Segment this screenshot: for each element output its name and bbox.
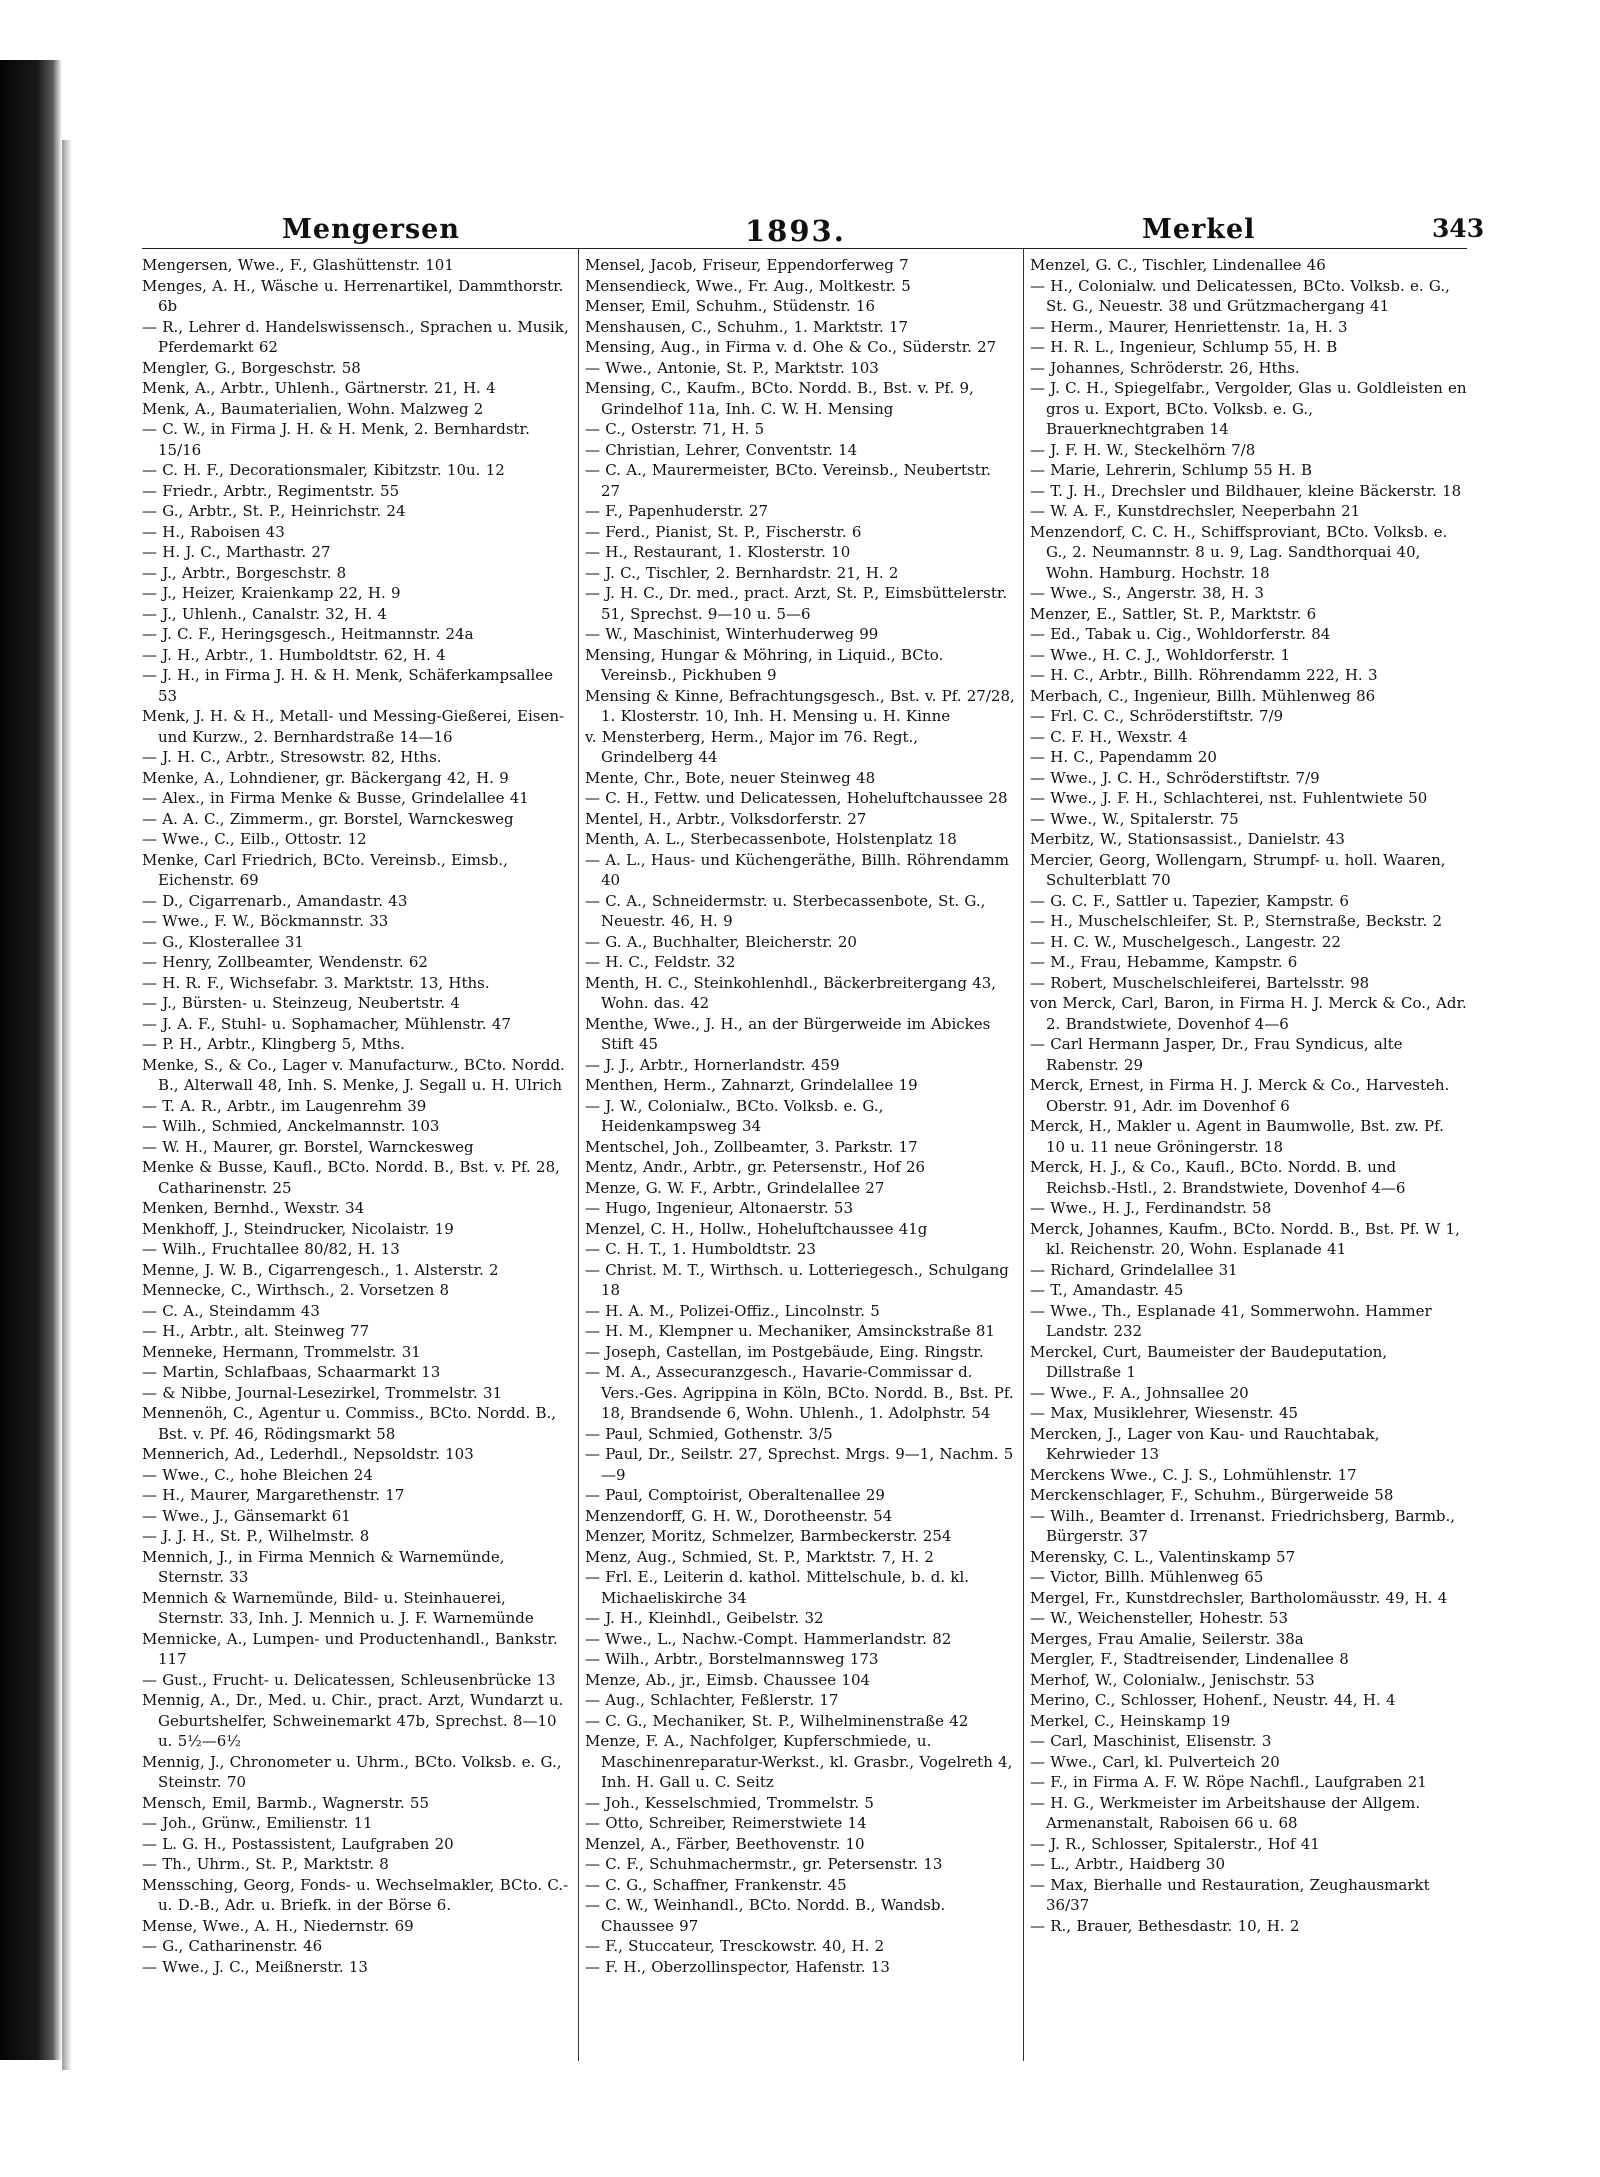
directory-entry: Mensel, Jacob, Friseur, Eppendorferweg 7 — [585, 256, 909, 274]
directory-entry: — F., Papenhuderstr. 27 — [585, 502, 768, 520]
directory-entry: Menzendorff, G. H. W., Dorotheenstr. 54 — [585, 1506, 893, 1525]
directory-entry: Menzer, Moritz, Schmelzer, Barmbeckerstr. 254 — [585, 1527, 952, 1545]
directory-column-1 — [142, 255, 572, 2060]
directory-entry: — T., Amandastr. 45 — [1030, 1281, 1184, 1299]
directory-entry: — Wilh., Beamter d. Irrenanst. Friedrichsberg, Barmb., Bürgerstr. 37 — [1030, 1506, 1456, 1545]
directory-entry: — C., Osterstr. 71, H. 5 — [585, 420, 765, 438]
directory-entry: Menzer, E., Sattler, St. P., Marktstr. 6 — [1030, 604, 1317, 623]
directory-entry: Mengersen, Wwe., F., Glashüttenstr. 101 — [142, 256, 454, 274]
directory-entry: — Max, Bierhalle und Restauration, Zeughausmarkt 36/37 — [1030, 1875, 1430, 1914]
directory-entry: Menke, Carl Friedrich, BCto. Vereinsb., Eimsb., Eichenstr. 69 — [142, 850, 508, 889]
directory-entry: — Wwe., L., Nachw.-Compt. Hammerlandstr. 82 — [585, 1629, 952, 1648]
directory-entry: Mennig, J., Chronometer u. Uhrm., BCto. Volksb. e. G., Steinstr. 70 — [142, 1752, 562, 1791]
directory-entry: — Wwe., Carl, kl. Pulverteich 20 — [1030, 1752, 1280, 1771]
directory-entry: — Wwe., C., hohe Bleichen 24 — [142, 1465, 373, 1484]
directory-entry: — Paul, Schmied, Gothenstr. 3/5 — [585, 1424, 833, 1443]
directory-entry: — Joh., Kesselschmied, Trommelstr. 5 — [585, 1793, 874, 1812]
directory-entry: — C. W., Weinhandl., BCto. Nordd. B., Wandsb. Chaussee 97 — [585, 1896, 946, 1935]
directory-entry: — Joh., Grünw., Emilienstr. 11 — [142, 1814, 373, 1832]
directory-entry: — Wwe., J., Gänsemarkt 61 — [142, 1506, 351, 1525]
directory-entry: — G., Klosterallee 31 — [142, 932, 304, 951]
directory-entry: — H. C., Feldstr. 32 — [585, 953, 736, 971]
directory-entry: — C. F. H., Wexstr. 4 — [1030, 727, 1188, 746]
directory-entry: — C. H. T., 1. Humboldtstr. 23 — [585, 1240, 816, 1258]
directory-entry: — W. H., Maurer, gr. Borstel, Warnckesweg — [142, 1137, 474, 1156]
directory-entry: Merbitz, W., Stationsassist., Danielstr. 43 — [1030, 830, 1345, 848]
directory-entry: Menke, A., Lohndiener, gr. Bäckergang 42, H. 9 — [142, 768, 509, 787]
directory-entry: — Wwe., H. C. J., Wohldorferstr. 1 — [1030, 645, 1291, 664]
directory-entry: — G., Catharinenstr. 46 — [142, 1937, 323, 1955]
directory-column-3 — [1030, 255, 1467, 2060]
directory-entry: Merck, H. J., & Co., Kaufl., BCto. Nordd. B. und Reichsb.-Hstl., 2. Brandstwiete, Dovenhof 4—6 — [1030, 1158, 1406, 1197]
directory-entry: Menze, G. W. F., Arbtr., Grindelallee 27 — [585, 1178, 885, 1197]
directory-entry: — Th., Uhrm., St. P., Marktstr. 8 — [142, 1855, 389, 1873]
directory-entry: — J. R., Schlosser, Spitalerstr., Hof 41 — [1030, 1834, 1320, 1853]
directory-entry: — T. J. H., Drechsler und Bildhauer, kleine Bäckerstr. 18 — [1030, 481, 1462, 500]
directory-entry: — W. A. F., Kunstdrechsler, Neeperbahn 21 — [1030, 502, 1361, 520]
directory-entry: — Carl, Maschinist, Elisenstr. 3 — [1030, 1732, 1272, 1750]
directory-entry: — C. A., Maurermeister, BCto. Vereinsb., Neubertstr. 27 — [585, 461, 992, 500]
directory-entry: — H., Raboisen 43 — [142, 522, 285, 541]
directory-entry: Mentschel, Joh., Zollbeamter, 3. Parkstr. 17 — [585, 1137, 918, 1156]
directory-entry: Menzel, C. H., Hollw., Hoheluftchaussee 41g — [585, 1219, 928, 1238]
directory-entry: Menz, Aug., Schmied, St. P., Marktstr. 7, H. 2 — [585, 1547, 934, 1566]
directory-entry: — F. H., Oberzollinspector, Hafenstr. 13 — [585, 1957, 890, 1976]
directory-entry: — M. A., Assecuranzgesch., Havarie-Commissar d. Vers.-Ges. Agrippina in Köln, BCto. Nordd. B., Bst. Pf. 18, Brandsende 6, Wohn. Uhlenh., 1. Adolphstr. 54 — [585, 1363, 1014, 1422]
directory-entry: — Friedr., Arbtr., Regimentstr. 55 — [142, 481, 400, 500]
directory-entry: — W., Maschinist, Winterhuderweg 99 — [585, 625, 879, 643]
running-head-left: Mengersen — [282, 214, 460, 245]
binding-shadow — [62, 140, 72, 2070]
directory-entry: von Merck, Carl, Baron, in Firma H. J. Merck & Co., Adr. 2. Brandstwiete, Dovenhof 4—6 — [1030, 994, 1467, 1033]
directory-entry: — R., Brauer, Bethesdastr. 10, H. 2 — [1030, 1916, 1300, 1935]
directory-entry: — J., Arbtr., Borgeschstr. 8 — [142, 563, 347, 582]
directory-entry: — J. H., Arbtr., 1. Humboldtstr. 62, H. 4 — [142, 645, 446, 664]
directory-entry: Mentz, Andr., Arbtr., gr. Petersenstr., Hof 26 — [585, 1158, 926, 1176]
directory-entry: Mercken, J., Lager von Kau- und Rauchtabak, Kehrwieder 13 — [1030, 1424, 1380, 1463]
directory-entry: Mennenöh, C., Agentur u. Commiss., BCto. Nordd. B., Bst. v. Pf. 46, Rödingsmarkt 58 — [142, 1404, 557, 1443]
running-head-year: 1893. — [745, 214, 846, 248]
directory-entry: — Christian, Lehrer, Conventstr. 14 — [585, 440, 858, 459]
directory-entry: — Wwe., S., Angerstr. 38, H. 3 — [1030, 584, 1264, 602]
directory-entry: — Gust., Frucht- u. Delicatessen, Schleusenbrücke 13 — [142, 1670, 556, 1689]
directory-entry: Merck, H., Makler u. Agent in Baumwolle, Bst. zw. Pf. 10 u. 11 neue Gröningerstr. 18 — [1030, 1117, 1444, 1156]
directory-entry: Menshausen, C., Schuhm., 1. Marktstr. 17 — [585, 317, 909, 336]
directory-entry: — Joseph, Castellan, im Postgebäude, Eing. Ringstr. — [585, 1342, 984, 1361]
directory-entry: Mensendieck, Wwe., Fr. Aug., Moltkestr. 5 — [585, 276, 911, 295]
directory-entry: — Wwe., C., Eilb., Ottostr. 12 — [142, 830, 367, 848]
directory-entry: — J., Uhlenh., Canalstr. 32, H. 4 — [142, 604, 387, 623]
directory-entry: — Max, Musiklehrer, Wiesenstr. 45 — [1030, 1404, 1299, 1422]
directory-entry: — G., Arbtr., St. P., Heinrichstr. 24 — [142, 502, 406, 520]
directory-entry: — Wwe., Antonie, St. P., Marktstr. 103 — [585, 358, 879, 377]
directory-entry: — C. F., Schuhmachermstr., gr. Petersenstr. 13 — [585, 1855, 943, 1873]
directory-entry: — Wwe., Th., Esplanade 41, Sommerwohn. Hammer Landstr. 232 — [1030, 1301, 1432, 1340]
directory-entry: — J. H., in Firma J. H. & H. Menk, Schäferkampsallee 53 — [142, 666, 554, 705]
directory-entry: Mercier, Georg, Wollengarn, Strumpf- u. holl. Waaren, Schulterblatt 70 — [1030, 850, 1446, 889]
directory-entry: — Wwe., J. F. H., Schlachterei, nst. Fuhlentwiete 50 — [1030, 789, 1428, 807]
directory-entry: — L. G. H., Postassistent, Laufgraben 20 — [142, 1834, 454, 1853]
column-divider — [1023, 249, 1024, 2061]
directory-entry: Mente, Chr., Bote, neuer Steinweg 48 — [585, 768, 876, 787]
directory-entry: Mennicke, A., Lumpen- und Productenhandl., Bankstr. 117 — [142, 1629, 558, 1668]
directory-entry: — J. H., Kleinhdl., Geibelstr. 32 — [585, 1609, 824, 1627]
directory-entry: Menke, S., & Co., Lager v. Manufacturw., BCto. Nordd. B., Alterwall 48, Inh. S. Menke, J. Segall u. H. Ulrich — [142, 1055, 565, 1094]
directory-entry: Mensing, Aug., in Firma v. d. Ohe & Co., Süderstr. 27 — [585, 338, 997, 356]
directory-entry: Merckel, Curt, Baumeister der Baudeputation, Dillstraße 1 — [1030, 1342, 1388, 1381]
directory-entry: Menne, J. W. B., Cigarrengesch., 1. Alsterstr. 2 — [142, 1260, 499, 1279]
directory-entry: — A. A. C., Zimmerm., gr. Borstel, Warnckesweg — [142, 809, 514, 828]
directory-entry: — H., Colonialw. und Delicatessen, BCto. Volksb. e. G., St. G., Neuestr. 38 und Grützmachergang 41 — [1030, 276, 1450, 315]
directory-entry: Menth, A. L., Sterbecassenbote, Holstenplatz 18 — [585, 830, 957, 848]
page-number: 343 — [1432, 214, 1485, 243]
directory-entry: — Henry, Zollbeamter, Wendenstr. 62 — [142, 953, 428, 971]
directory-entry: — Alex., in Firma Menke & Busse, Grindelallee 41 — [142, 789, 529, 807]
directory-entry: — H., Maurer, Margarethenstr. 17 — [142, 1486, 405, 1504]
directory-entry: — H. C., Arbtr., Billh. Röhrendamm 222, H. 3 — [1030, 666, 1378, 684]
directory-entry: Menkhoff, J., Steindrucker, Nicolaistr. 19 — [142, 1219, 454, 1238]
directory-entry: — Johannes, Schröderstr. 26, Hths. — [1030, 358, 1300, 377]
directory-entry: Mennich, J., in Firma Mennich & Warnemünde, Sternstr. 33 — [142, 1547, 505, 1586]
column-divider — [578, 249, 579, 2061]
directory-entry: — J. J. H., St. P., Wilhelmstr. 8 — [142, 1527, 370, 1545]
directory-entry: — Wwe., F. A., Johnsallee 20 — [1030, 1383, 1249, 1402]
directory-entry: — H., Restaurant, 1. Klosterstr. 10 — [585, 543, 851, 561]
directory-entry: Merckenschlager, F., Schuhm., Bürgerweide 58 — [1030, 1486, 1394, 1504]
directory-entry: Merck, Ernest, in Firma H. J. Merck & Co., Harvesteh. Oberstr. 91, Adr. im Dovenhof 6 — [1030, 1076, 1450, 1115]
directory-entry: Menthe, Wwe., J. H., an der Bürgerweide im Abickes Stift 45 — [585, 1014, 991, 1053]
directory-entry: — C. A., Schneidermstr. u. Sterbecassenbote, St. G., Neuestr. 46, H. 9 — [585, 891, 986, 930]
directory-entry: — Carl Hermann Jasper, Dr., Frau Syndicus, alte Rabenstr. 29 — [1030, 1035, 1403, 1074]
directory-entry: Menth, H. C., Steinkohlenhdl., Bäckerbreitergang 43, Wohn. das. 42 — [585, 973, 997, 1012]
directory-entry: Mentel, H., Arbtr., Volksdorferstr. 27 — [585, 809, 867, 828]
directory-entry: — Aug., Schlachter, Feßlerstr. 17 — [585, 1691, 839, 1709]
directory-entry: — G. C. F., Sattler u. Tapezier, Kampstr. 6 — [1030, 891, 1349, 910]
running-head-right: Merkel — [1142, 214, 1256, 245]
directory-entry: — J. C., Tischler, 2. Bernhardstr. 21, H. 2 — [585, 563, 899, 582]
directory-entry: — M., Frau, Hebamme, Kampstr. 6 — [1030, 953, 1298, 971]
directory-entry: Merensky, C. L., Valentinskamp 57 — [1030, 1547, 1296, 1566]
directory-entry: Merkel, C., Heinskamp 19 — [1030, 1711, 1231, 1730]
directory-entry: — H. R. F., Wichsefabr. 3. Marktstr. 13, Hths. — [142, 973, 490, 992]
directory-entry: — P. H., Arbtr., Klingberg 5, Mths. — [142, 1035, 405, 1053]
directory-entry: — Hugo, Ingenieur, Altonaerstr. 53 — [585, 1199, 854, 1217]
directory-entry: Menzel, A., Färber, Beethovenstr. 10 — [585, 1834, 865, 1853]
directory-entry: Menthen, Herm., Zahnarzt, Grindelallee 19 — [585, 1076, 918, 1094]
directory-entry: Menken, Bernhd., Wexstr. 34 — [142, 1199, 365, 1217]
directory-entry: Merhof, W., Colonialw., Jenischstr. 53 — [1030, 1670, 1315, 1689]
directory-entry: Mennig, A., Dr., Med. u. Chir., pract. Arzt, Wundarzt u. Geburtshelfer, Schweinemarkt 47b, Sprechst. 8—10 u. 5½—6½ — [142, 1691, 564, 1750]
directory-entry: Mensing, Hungar & Möhring, in Liquid., BCto. Vereinsb., Pickhuben 9 — [585, 645, 944, 684]
directory-entry: — H. R. L., Ingenieur, Schlump 55, H. B — [1030, 338, 1338, 356]
directory-entry: Mensing & Kinne, Befrachtungsgesch., Bst. v. Pf. 27/28, 1. Klosterstr. 10, Inh. H. Mensing u. H. Kinne — [585, 686, 1015, 725]
directory-entry: Merbach, C., Ingenieur, Billh. Mühlenweg 86 — [1030, 686, 1376, 705]
directory-entry: — J. W., Colonialw., BCto. Volksb. e. G., Heidenkampsweg 34 — [585, 1096, 884, 1135]
directory-entry: Menges, A. H., Wäsche u. Herrenartikel, Dammthorstr. 6b — [142, 276, 564, 315]
directory-entry: — D., Cigarrenarb., Amandastr. 43 — [142, 891, 408, 910]
directory-entry: — H. C., Papendamm 20 — [1030, 748, 1217, 766]
directory-entry: Menke & Busse, Kaufl., BCto. Nordd. B., Bst. v. Pf. 28, Catharinenstr. 25 — [142, 1158, 560, 1197]
directory-entry: Mense, Wwe., A. H., Niedernstr. 69 — [142, 1916, 414, 1935]
directory-entry: — H., Muschelschleifer, St. P., Sternstraße, Beckstr. 2 — [1030, 912, 1443, 930]
directory-entry: — Victor, Billh. Mühlenweg 65 — [1030, 1568, 1264, 1586]
directory-entry: Merges, Frau Amalie, Seilerstr. 38a — [1030, 1629, 1304, 1648]
directory-entry: Menk, J. H. & H., Metall- und Messing-Gießerei, Eisen- und Kurzw., 2. Bernhardstraße 14—16 — [142, 707, 565, 746]
directory-entry: — J. C. H., Spiegelfabr., Vergolder, Glas u. Goldleisten en gros u. Export, BCto. Volksb. e. G., Brauerknechtgraben 14 — [1030, 379, 1467, 438]
directory-entry: Menk, A., Baumaterialien, Wohn. Malzweg 2 — [142, 399, 484, 418]
directory-entry: — L., Arbtr., Haidberg 30 — [1030, 1855, 1226, 1873]
directory-entry: — Wwe., J. C., Meißnerstr. 13 — [142, 1957, 368, 1976]
directory-entry: — J. F. H. W., Steckelhörn 7/8 — [1030, 440, 1256, 459]
directory-entry: — Herm., Maurer, Henriettenstr. 1a, H. 3 — [1030, 317, 1348, 336]
directory-entry: — Richard, Grindelallee 31 — [1030, 1260, 1238, 1279]
directory-entry: Menneke, Hermann, Trommelstr. 31 — [142, 1342, 421, 1361]
directory-entry: Mennecke, C., Wirthsch., 2. Vorsetzen 8 — [142, 1281, 450, 1299]
directory-entry: — Ed., Tabak u. Cig., Wohldorferstr. 84 — [1030, 625, 1331, 643]
page-header — [142, 210, 1485, 248]
directory-entry: — Martin, Schlafbaas, Schaarmarkt 13 — [142, 1363, 441, 1381]
directory-entry: Menssching, Georg, Fonds- u. Wechselmakler, BCto. C.- u. D.-B., Adr. u. Briefk. in der Börse 6. — [142, 1875, 569, 1914]
directory-entry: — Paul, Comptoirist, Oberaltenallee 29 — [585, 1486, 885, 1504]
directory-entry: — Wwe., H. J., Ferdinandstr. 58 — [1030, 1199, 1272, 1217]
directory-entry: — Wilh., Fruchtallee 80/82, H. 13 — [142, 1240, 400, 1258]
directory-columns — [142, 248, 1467, 2069]
directory-entry: — H., Arbtr., alt. Steinweg 77 — [142, 1322, 370, 1340]
directory-entry: Mensing, C., Kaufm., BCto. Nordd. B., Bst. v. Pf. 9, Grindelhof 11a, Inh. C. W. H. Mensing — [585, 379, 974, 418]
directory-entry: — H. C. W., Muschelgesch., Langestr. 22 — [1030, 932, 1341, 951]
book-binding-edge — [0, 60, 62, 2060]
directory-entry: — W., Weichensteller, Hohestr. 53 — [1030, 1609, 1288, 1627]
directory-entry: Menzel, G. C., Tischler, Lindenallee 46 — [1030, 256, 1326, 274]
directory-entry: — J. H. C., Dr. med., pract. Arzt, St. P., Eimsbüttelerstr. 51, Sprechst. 9—10 u. 5—6 — [585, 584, 1008, 623]
directory-entry: — & Nibbe, Journal-Lesezirkel, Trommelstr. 31 — [142, 1383, 503, 1402]
directory-entry: — Wilh., Arbtr., Borstelmannsweg 173 — [585, 1650, 879, 1668]
directory-entry: — C. G., Mechaniker, St. P., Wilhelminenstraße 42 — [585, 1711, 969, 1730]
directory-entry: — Marie, Lehrerin, Schlump 55 H. B — [1030, 461, 1313, 479]
directory-entry: — Wwe., J. C. H., Schröderstiftstr. 7/9 — [1030, 768, 1320, 787]
directory-entry: — C. A., Steindamm 43 — [142, 1301, 320, 1320]
directory-entry: Menser, Emil, Schuhm., Stüdenstr. 16 — [585, 297, 875, 315]
directory-entry: — C. H., Fettw. und Delicatessen, Hoheluftchaussee 28 — [585, 789, 1008, 807]
directory-entry: — C. W., in Firma J. H. & H. Menk, 2. Bernhardstr. 15/16 — [142, 420, 530, 459]
directory-entry: — J. H. C., Arbtr., Stresowstr. 82, Hths. — [142, 748, 442, 766]
directory-entry: — Robert, Muschelschleiferei, Bartelsstr. 98 — [1030, 973, 1370, 992]
directory-entry: — T. A. R., Arbtr., im Laugenrehm 39 — [142, 1096, 427, 1115]
directory-entry: — J. C. F., Heringsgesch., Heitmannstr. 24a — [142, 625, 474, 643]
directory-entry: — H. G., Werkmeister im Arbeitshause der Allgem. Armenanstalt, Raboisen 66 u. 68 — [1030, 1793, 1421, 1832]
directory-entry: Menk, A., Arbtr., Uhlenh., Gärtnerstr. 21, H. 4 — [142, 379, 496, 397]
directory-entry: — Frl. E., Leiterin d. kathol. Mittelschule, b. d. kl. Michaeliskirche 34 — [585, 1568, 970, 1607]
directory-entry: Mergler, F., Stadtreisender, Lindenallee 8 — [1030, 1650, 1349, 1668]
directory-entry: — Wwe., W., Spitalerstr. 75 — [1030, 809, 1239, 828]
directory-entry: — H. A. M., Polizei-Offiz., Lincolnstr. 5 — [585, 1301, 880, 1320]
directory-entry: — J. J., Arbtr., Hornerlandstr. 459 — [585, 1055, 840, 1074]
directory-entry: Menze, F. A., Nachfolger, Kupferschmiede, u. Maschinenreparatur-Werkst., kl. Grasbr., Vogelreth 4, Inh. H. Gall u. C. Seitz — [585, 1732, 1013, 1791]
directory-entry: Mergel, Fr., Kunstdrechsler, Bartholomäusstr. 49, H. 4 — [1030, 1588, 1448, 1607]
directory-entry: — H. J. C., Marthastr. 27 — [142, 543, 331, 561]
directory-column-2 — [585, 255, 1015, 2060]
directory-entry: Mengler, G., Borgeschstr. 58 — [142, 358, 361, 377]
directory-entry: — Christ. M. T., Wirthsch. u. Lotteriegesch., Schulgang 18 — [585, 1260, 1009, 1299]
directory-entry: Mennerich, Ad., Lederhdl., Nepsoldstr. 103 — [142, 1445, 474, 1463]
directory-entry: — J. A. F., Stuhl- u. Sophamacher, Mühlenstr. 47 — [142, 1014, 511, 1033]
directory-entry: Mensch, Emil, Barmb., Wagnerstr. 55 — [142, 1793, 429, 1812]
directory-entry: — Otto, Schreiber, Reimerstwiete 14 — [585, 1814, 867, 1832]
directory-entry: — A. L., Haus- und Küchengeräthe, Billh. Röhrendamm 40 — [585, 850, 1009, 889]
directory-entry: — Paul, Dr., Seilstr. 27, Sprechst. Mrgs. 9—1, Nachm. 5—9 — [585, 1445, 1014, 1484]
directory-entry: — F., Stuccateur, Tresckowstr. 40, H. 2 — [585, 1937, 885, 1955]
directory-entry: Merckens Wwe., C. J. S., Lohmühlenstr. 17 — [1030, 1465, 1357, 1484]
directory-entry: — F., in Firma A. F. W. Röpe Nachfl., Laufgraben 21 — [1030, 1773, 1427, 1791]
directory-entry: Mennich & Warnemünde, Bild- u. Steinhauerei, Sternstr. 33, Inh. J. Mennich u. J. F. Warnemünde — [142, 1588, 534, 1627]
directory-entry: Menze, Ab., jr., Eimsb. Chaussee 104 — [585, 1670, 871, 1689]
directory-entry: Merino, C., Schlosser, Hohenf., Neustr. 44, H. 4 — [1030, 1691, 1396, 1709]
directory-entry: — J., Heizer, Kraienkamp 22, H. 9 — [142, 584, 401, 602]
directory-entry: — C. G., Schaffner, Frankenstr. 45 — [585, 1875, 847, 1894]
directory-entry: — Wilh., Schmied, Anckelmannstr. 103 — [142, 1117, 440, 1135]
directory-entry: — Wwe., F. W., Böckmannstr. 33 — [142, 912, 389, 930]
directory-entry: — J., Bürsten- u. Steinzeug, Neubertstr. 4 — [142, 994, 460, 1012]
directory-entry: v. Mensterberg, Herm., Major im 76. Regt., Grindelberg 44 — [585, 727, 919, 766]
directory-entry: — H. M., Klempner u. Mechaniker, Amsinckstraße 81 — [585, 1322, 995, 1340]
directory-entry: — R., Lehrer d. Handelswissensch., Sprachen u. Musik, Pferdemarkt 62 — [142, 317, 569, 356]
directory-entry: — Frl. C. C., Schröderstiftstr. 7/9 — [1030, 707, 1284, 725]
directory-entry: — C. H. F., Decorationsmaler, Kibitzstr. 10u. 12 — [142, 461, 505, 479]
directory-entry: Menzendorf, C. C. H., Schiffsproviant, BCto. Volksb. e. G., 2. Neumannstr. 8 u. 9, Lag. Sandthorquai 40, Wohn. Hamburg. Hochstr. 18 — [1030, 522, 1448, 582]
directory-entry: — G. A., Buchhalter, Bleicherstr. 20 — [585, 932, 857, 951]
directory-entry: Merck, Johannes, Kaufm., BCto. Nordd. B., Bst. Pf. W 1, kl. Reichenstr. 20, Wohn. Esplanade 41 — [1030, 1219, 1460, 1258]
directory-entry: — Ferd., Pianist, St. P., Fischerstr. 6 — [585, 522, 862, 541]
